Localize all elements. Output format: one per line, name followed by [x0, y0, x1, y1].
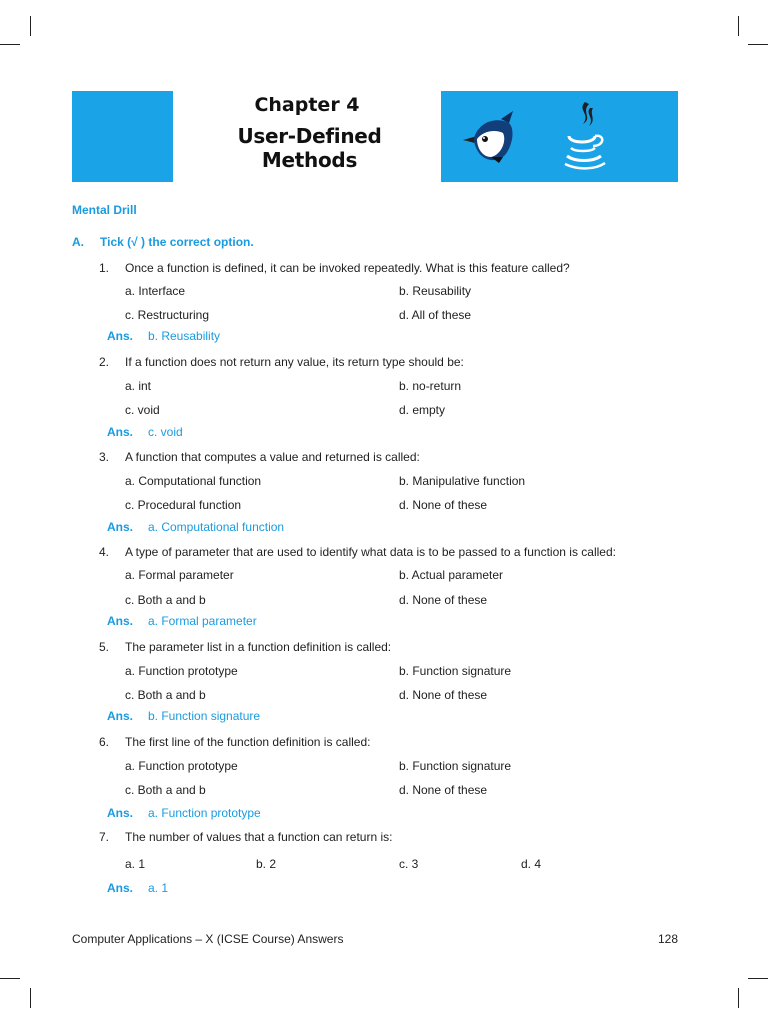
chapter-number: Chapter 4 — [254, 94, 360, 116]
option: d. All of these — [399, 308, 472, 322]
crop-mark — [748, 978, 768, 979]
option: b. no-return — [399, 379, 462, 393]
option: b. Actual parameter — [399, 568, 504, 582]
option: a. Formal parameter — [125, 568, 234, 582]
option: b. Reusability — [399, 284, 472, 298]
question-number: 2. — [99, 355, 110, 369]
answer: Ans. b. Function signature — [107, 709, 261, 723]
question-text: 5. The parameter list in a function definition is called: — [99, 640, 392, 654]
question-number: 5. — [99, 640, 110, 654]
question-text: 7. The number of values that a function can return is: — [99, 830, 393, 844]
crop-mark — [738, 988, 739, 1008]
crop-mark — [30, 988, 31, 1008]
crop-mark — [0, 44, 20, 45]
option: a. 1 — [125, 857, 146, 871]
option: b. Function signature — [399, 664, 512, 678]
question-text: 1. Once a function is defined, it can be invoked repeatedly. What is this feature called? — [99, 261, 570, 275]
question-number: 3. — [99, 450, 110, 464]
answer-label: Ans. — [107, 614, 134, 628]
option: c. Procedural function — [125, 498, 242, 512]
section-title: Mental Drill — [72, 203, 137, 217]
answer-label: Ans. — [107, 520, 134, 534]
option: d. 4 — [521, 857, 542, 871]
option: c. Both a and b — [125, 688, 206, 702]
answer: Ans. c. void — [107, 425, 183, 439]
question-number: 6. — [99, 735, 110, 749]
question-number: 1. — [99, 261, 110, 275]
question-text: 6. The first line of the function definition is called: — [99, 735, 371, 749]
answer-label: Ans. — [107, 425, 134, 439]
option: b. Manipulative function — [399, 474, 526, 488]
option: b. Function signature — [399, 759, 512, 773]
option: c. Both a and b — [125, 593, 206, 607]
bluej-bird-icon — [461, 109, 519, 165]
option: c. Both a and b — [125, 783, 206, 797]
chapter-title: User-Defined Methods — [237, 124, 382, 172]
answer-label: Ans. — [107, 881, 134, 895]
answer: Ans. a. Formal parameter — [107, 614, 257, 628]
option: d. None of these — [399, 593, 488, 607]
crop-mark — [30, 16, 31, 36]
option: c. void — [125, 403, 160, 417]
option: a. Function prototype — [125, 664, 238, 678]
instruction-text: Tick (√ ) the correct option. — [100, 235, 254, 249]
option: d. None of these — [399, 498, 488, 512]
option: d. None of these — [399, 688, 488, 702]
option: a. Interface — [125, 284, 186, 298]
answer: Ans. a. Function prototype — [107, 806, 261, 820]
question-text: 4. A type of parameter that are used to identify what data is to be passed to a function is called: — [99, 545, 616, 559]
option: a. int — [125, 379, 152, 393]
footer-title: Computer Applications – X (ICSE Course) Answers — [72, 932, 344, 946]
crop-mark — [0, 978, 20, 979]
crop-mark — [748, 44, 768, 45]
option: d. empty — [399, 403, 446, 417]
answer: Ans. b. Reusability — [107, 329, 221, 343]
crop-mark — [738, 16, 739, 36]
option: a. Computational function — [125, 474, 262, 488]
answer-label: Ans. — [107, 709, 134, 723]
answer: Ans. a. Computational function — [107, 520, 285, 534]
header-logo-banner — [441, 91, 678, 182]
question-text: 2. If a function does not return any value, its return type should be: — [99, 355, 464, 369]
header-accent-block — [72, 91, 173, 182]
option: a. Function prototype — [125, 759, 238, 773]
instruction-label: A. — [72, 235, 84, 249]
question-text: 3. A function that computes a value and returned is called: — [99, 450, 420, 464]
option: d. None of these — [399, 783, 488, 797]
option: c. Restructuring — [125, 308, 210, 322]
answer-label: Ans. — [107, 806, 134, 820]
page-number: 128 — [657, 932, 678, 946]
question-number: 4. — [99, 545, 110, 559]
answer-label: Ans. — [107, 329, 134, 343]
option: b. 2 — [256, 857, 277, 871]
answer: Ans. a. 1 — [107, 881, 169, 895]
question-number: 7. — [99, 830, 110, 844]
java-cup-icon — [563, 100, 607, 172]
option: c. 3 — [399, 857, 419, 871]
instruction — [72, 235, 254, 249]
